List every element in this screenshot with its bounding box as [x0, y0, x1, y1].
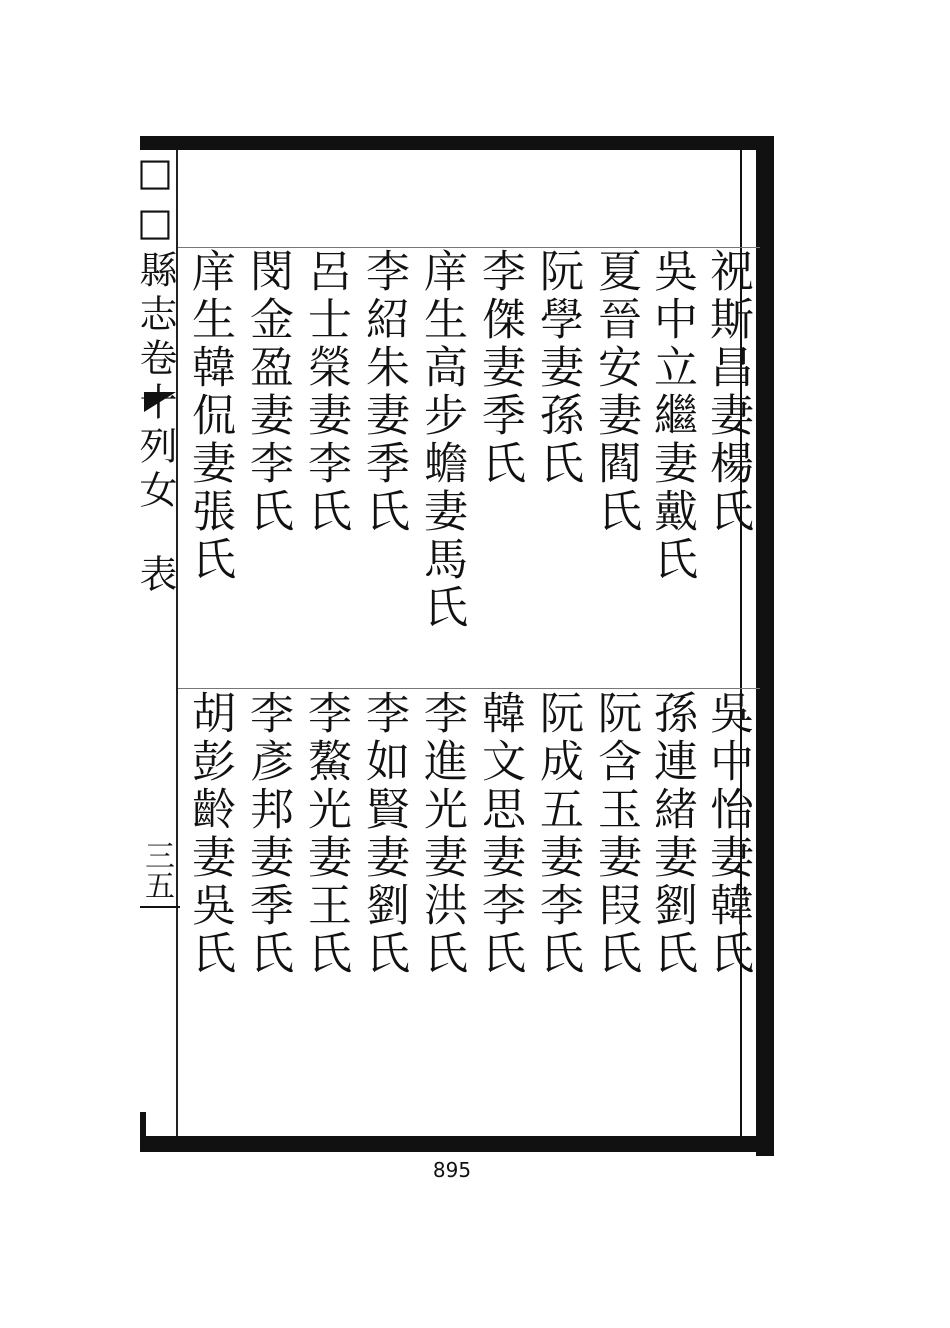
list-item: 李鰲光妻王氏: [300, 690, 351, 978]
list-item: 祝斯昌妻楊氏: [702, 248, 753, 536]
spine-chapter: 卷十列女: [133, 338, 177, 514]
list-item: 李傑妻季氏: [474, 248, 525, 488]
list-item: 韓文思妻李氏: [474, 690, 525, 978]
list-item: 李彥邦妻季氏: [242, 690, 293, 978]
register-middle-line: [178, 688, 760, 689]
list-item: 阮含玉妻叚氏: [590, 690, 641, 978]
frame-top-border: [140, 136, 770, 150]
list-item: 庠生高步蟾妻馬氏: [416, 248, 467, 632]
list-item: 阮成五妻李氏: [532, 690, 583, 978]
list-item: 孫連緒妻劉氏: [646, 690, 697, 978]
frame-bottom-border: [140, 1136, 774, 1152]
list-item: 庠生韓侃妻張氏: [184, 248, 235, 584]
spine-text: [130, 150, 178, 710]
page-number-text: 895: [432, 1158, 472, 1182]
list-item: 夏晉安妻閻氏: [590, 248, 641, 536]
list-item: 呂士榮妻李氏: [300, 248, 351, 536]
list-item: 李如賢妻劉氏: [358, 690, 409, 978]
spine-tick-mark: [140, 906, 180, 908]
page-number: [0, 1158, 904, 1182]
spine-leaf-number: 三五: [139, 840, 174, 900]
list-item: 阮學妻孫氏: [532, 248, 583, 488]
frame-right-border: [756, 136, 774, 1156]
spine-block-mark: [140, 1112, 146, 1138]
list-item: 吳中怡妻韓氏: [702, 690, 753, 978]
list-item: 閔金盈妻李氏: [242, 248, 293, 536]
list-item: 李紹朱妻季氏: [358, 248, 409, 536]
list-item: 吳中立繼妻戴氏: [646, 248, 697, 584]
spine-title: □□縣志: [133, 150, 177, 338]
list-item: 李進光妻洪氏: [416, 690, 467, 978]
spine-section: 表: [133, 554, 177, 598]
list-item: 胡彭齡妻吳氏: [184, 690, 235, 978]
